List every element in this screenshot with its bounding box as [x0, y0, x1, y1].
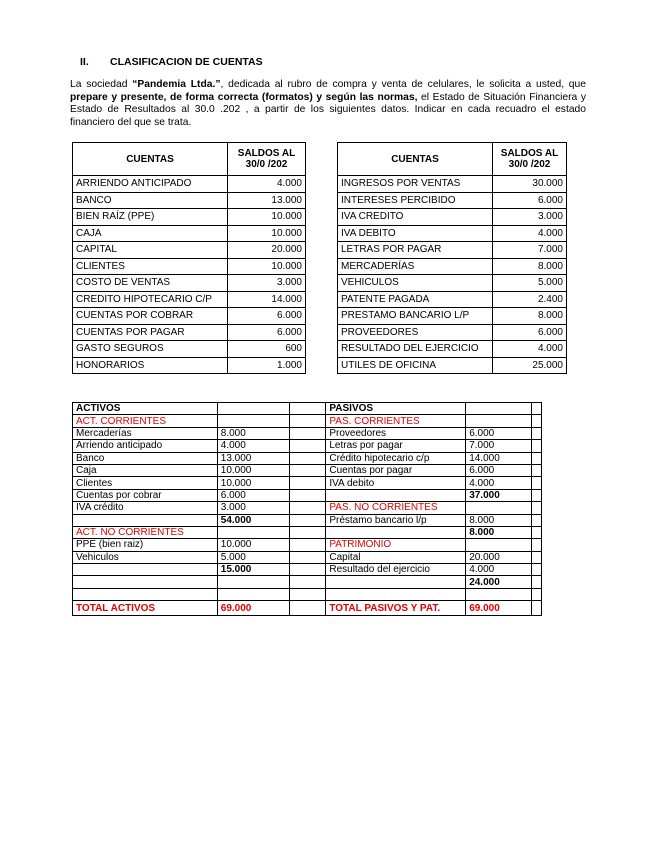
- account-name: BIEN RAÍZ (PPE): [73, 209, 228, 226]
- balance-cell-lb: [289, 464, 326, 476]
- balance-cell-l: ACT. NO CORRIENTES: [73, 526, 218, 538]
- account-name: GASTO SEGUROS: [73, 341, 228, 358]
- account-row: [338, 291, 567, 308]
- balance-cell-rb: [531, 576, 541, 588]
- account-name: MERCADERÍAS: [338, 258, 493, 275]
- account-amount: 1.000: [228, 357, 306, 374]
- balance-cell-lb: [289, 403, 326, 415]
- balance-cell-lb: [289, 440, 326, 452]
- balance-cell-la: 69.000: [217, 601, 289, 616]
- account-row: [73, 225, 306, 242]
- account-name: CUENTAS POR COBRAR: [73, 308, 228, 325]
- balance-cell-lb: [289, 551, 326, 563]
- balance-cell-r: Préstamo bancario l/p: [326, 514, 466, 526]
- balance-cell-r: Crédito hipotecario c/p: [326, 452, 466, 464]
- accounts-table-left: [72, 142, 306, 374]
- balance-cell-ra: [466, 588, 532, 600]
- balance-cell-lb: [289, 427, 326, 439]
- balance-cell-lb: [289, 502, 326, 514]
- balance-cell-la: 3.000: [217, 502, 289, 514]
- balance-row: [73, 502, 542, 514]
- balance-cell-rb: [531, 502, 541, 514]
- intro-paragraph: [70, 79, 586, 129]
- balance-cell-rb: [531, 452, 541, 464]
- balance-cell-r: Letras por pagar: [326, 440, 466, 452]
- balance-cell-r: IVA debito: [326, 477, 466, 489]
- balance-cell-ra: 14.000: [466, 452, 532, 464]
- balance-cell-lb: [289, 489, 326, 501]
- account-name: CUENTAS POR PAGAR: [73, 324, 228, 341]
- account-name: COSTO DE VENTAS: [73, 275, 228, 292]
- balance-cell-rb: [531, 514, 541, 526]
- account-row: [338, 275, 567, 292]
- balance-cell-l: Arriendo anticipado: [73, 440, 218, 452]
- account-amount: 10.000: [228, 258, 306, 275]
- balance-row: [73, 440, 542, 452]
- balance-cell-l: [73, 514, 218, 526]
- balance-row: [73, 489, 542, 501]
- account-amount: 6.000: [493, 192, 567, 209]
- balance-cell-lb: [289, 588, 326, 600]
- accounts-header-row: [338, 143, 567, 176]
- balance-row: [73, 551, 542, 563]
- account-row: [338, 225, 567, 242]
- balance-cell-rb: [531, 526, 541, 538]
- account-amount: 8.000: [493, 308, 567, 325]
- balance-row: [73, 514, 542, 526]
- account-amount: 30.000: [493, 176, 567, 193]
- balance-row: [73, 403, 542, 415]
- balance-cell-la: 6.000: [217, 489, 289, 501]
- account-row: [73, 275, 306, 292]
- account-name: ARRIENDO ANTICIPADO: [73, 176, 228, 193]
- balance-cell-ra: 8.000: [466, 526, 532, 538]
- balance-row: [73, 427, 542, 439]
- balance-cell-rb: [531, 564, 541, 576]
- account-name: INTERESES PERCIBIDO: [338, 192, 493, 209]
- balance-cell-r: PAS. NO CORRIENTES: [326, 502, 466, 514]
- account-name: HONORARIOS: [73, 357, 228, 374]
- balance-cell-l: [73, 576, 218, 588]
- header-balance-line1: SALDOS AL: [237, 148, 296, 159]
- balance-cell-r: [326, 576, 466, 588]
- balance-cell-ra: [466, 502, 532, 514]
- balance-cell-la: 15.000: [217, 564, 289, 576]
- balance-cell-rb: [531, 427, 541, 439]
- balance-cell-r: [326, 588, 466, 600]
- balance-cell-r: PATRIMONIO: [326, 539, 466, 551]
- balance-cell-r: Proveedores: [326, 427, 466, 439]
- balance-cell-lb: [289, 452, 326, 464]
- header-accounts: CUENTAS: [73, 143, 228, 176]
- balance-cell-rb: [531, 489, 541, 501]
- header-balance: [493, 143, 567, 176]
- account-row: [338, 209, 567, 226]
- balance-sheet-table: [72, 402, 542, 616]
- header-balance-line2: 30/0 /202: [245, 159, 288, 170]
- account-amount: 8.000: [493, 258, 567, 275]
- balance-row: [73, 588, 542, 600]
- account-name: VEHICULOS: [338, 275, 493, 292]
- account-amount: 7.000: [493, 242, 567, 259]
- account-name: UTILES DE OFICINA: [338, 357, 493, 374]
- account-name: CAJA: [73, 225, 228, 242]
- balance-cell-la: [217, 526, 289, 538]
- intro-emphasis: prepare y presente, de forma correcta (formatos) y según las normas,: [70, 91, 418, 103]
- balance-cell-lb: [289, 564, 326, 576]
- account-row: [338, 324, 567, 341]
- balance-cell-ra: [466, 539, 532, 551]
- account-amount: 20.000: [228, 242, 306, 259]
- balance-cell-la: [217, 415, 289, 427]
- balance-cell-l: Caja: [73, 464, 218, 476]
- balance-cell-ra: 4.000: [466, 564, 532, 576]
- balance-cell-ra: 8.000: [466, 514, 532, 526]
- balance-row: [73, 452, 542, 464]
- balance-cell-r: PASIVOS: [326, 403, 466, 415]
- account-name: CLIENTES: [73, 258, 228, 275]
- balance-cell-ra: 20.000: [466, 551, 532, 563]
- balance-cell-ra: 6.000: [466, 427, 532, 439]
- account-row: [73, 209, 306, 226]
- account-row: [73, 324, 306, 341]
- balance-cell-la: 8.000: [217, 427, 289, 439]
- account-name: INGRESOS POR VENTAS: [338, 176, 493, 193]
- balance-cell-l: PPE (bien raiz): [73, 539, 218, 551]
- header-accounts: CUENTAS: [338, 143, 493, 176]
- balance-cell-l: [73, 588, 218, 600]
- account-amount: 600: [228, 341, 306, 358]
- balance-cell-rb: [531, 551, 541, 563]
- account-amount: 6.000: [493, 324, 567, 341]
- balance-row: [73, 464, 542, 476]
- balance-cell-rb: [531, 403, 541, 415]
- account-amount: 2.400: [493, 291, 567, 308]
- balance-cell-l: IVA crédito: [73, 502, 218, 514]
- header-balance-line2: 30/0 /202: [508, 159, 551, 170]
- account-row: [73, 308, 306, 325]
- account-name: IVA DEBITO: [338, 225, 493, 242]
- account-amount: 3.000: [228, 275, 306, 292]
- balance-cell-ra: 7.000: [466, 440, 532, 452]
- account-row: [338, 308, 567, 325]
- account-row: [338, 357, 567, 374]
- intro-text-2: , dedicada al rubro de compra y venta de celulares, le solicita a usted, que: [220, 79, 586, 90]
- section-number: II.: [80, 56, 89, 68]
- account-name: LETRAS POR PAGAR: [338, 242, 493, 259]
- balance-cell-rb: [531, 464, 541, 476]
- balance-row: [73, 601, 542, 616]
- balance-cell-rb: [531, 539, 541, 551]
- balance-cell-l: Banco: [73, 452, 218, 464]
- balance-cell-la: 5.000: [217, 551, 289, 563]
- balance-cell-l: [73, 564, 218, 576]
- balance-cell-l: ACT. CORRIENTES: [73, 415, 218, 427]
- balance-cell-ra: 6.000: [466, 464, 532, 476]
- account-row: [73, 341, 306, 358]
- balance-cell-lb: [289, 539, 326, 551]
- account-amount: 10.000: [228, 209, 306, 226]
- balance-row: [73, 526, 542, 538]
- account-row: [73, 291, 306, 308]
- account-amount: 6.000: [228, 308, 306, 325]
- account-name: RESULTADO DEL EJERCICIO: [338, 341, 493, 358]
- balance-cell-la: [217, 576, 289, 588]
- account-amount: 4.000: [493, 341, 567, 358]
- account-name: PRESTAMO BANCARIO L/P: [338, 308, 493, 325]
- balance-cell-rb: [531, 440, 541, 452]
- balance-cell-r: PAS. CORRIENTES: [326, 415, 466, 427]
- balance-cell-r: [326, 526, 466, 538]
- account-row: [338, 341, 567, 358]
- balance-cell-rb: [531, 477, 541, 489]
- account-name: BANCO: [73, 192, 228, 209]
- balance-cell-lb: [289, 526, 326, 538]
- balance-row: [73, 415, 542, 427]
- balance-cell-lb: [289, 477, 326, 489]
- balance-row: [73, 564, 542, 576]
- balance-cell-la: [217, 588, 289, 600]
- balance-cell-la: [217, 403, 289, 415]
- account-amount: 3.000: [493, 209, 567, 226]
- account-row: [73, 258, 306, 275]
- intro-text-1: La sociedad: [70, 79, 133, 90]
- balance-cell-rb: [531, 588, 541, 600]
- balance-cell-ra: 37.000: [466, 489, 532, 501]
- balance-cell-lb: [289, 514, 326, 526]
- account-amount: 4.000: [228, 176, 306, 193]
- balance-row: [73, 576, 542, 588]
- account-row: [73, 357, 306, 374]
- balance-cell-l: ACTIVOS: [73, 403, 218, 415]
- balance-cell-r: TOTAL PASIVOS Y PAT.: [326, 601, 466, 616]
- header-balance: [228, 143, 306, 176]
- balance-cell-ra: 4.000: [466, 477, 532, 489]
- account-row: [73, 192, 306, 209]
- account-amount: 10.000: [228, 225, 306, 242]
- account-amount: 25.000: [493, 357, 567, 374]
- account-amount: 6.000: [228, 324, 306, 341]
- balance-cell-lb: [289, 601, 326, 616]
- balance-cell-rb: [531, 601, 541, 616]
- balance-cell-la: 10.000: [217, 539, 289, 551]
- section-heading: [80, 56, 263, 68]
- account-name: IVA CREDITO: [338, 209, 493, 226]
- account-name: PROVEEDORES: [338, 324, 493, 341]
- account-row: [338, 192, 567, 209]
- account-row: [338, 258, 567, 275]
- balance-cell-r: Cuentas por pagar: [326, 464, 466, 476]
- balance-cell-la: 54.000: [217, 514, 289, 526]
- account-row: [73, 242, 306, 259]
- balance-cell-lb: [289, 415, 326, 427]
- balance-cell-r: [326, 489, 466, 501]
- account-row: [73, 176, 306, 193]
- account-row: [338, 176, 567, 193]
- account-amount: 13.000: [228, 192, 306, 209]
- balance-cell-r: Capital: [326, 551, 466, 563]
- account-row: [338, 242, 567, 259]
- balance-cell-lb: [289, 576, 326, 588]
- balance-cell-ra: [466, 403, 532, 415]
- accounts-table-right: [337, 142, 567, 374]
- balance-cell-l: TOTAL ACTIVOS: [73, 601, 218, 616]
- account-amount: 14.000: [228, 291, 306, 308]
- balance-cell-l: Vehiculos: [73, 551, 218, 563]
- balance-row: [73, 477, 542, 489]
- balance-cell-rb: [531, 415, 541, 427]
- header-balance-line1: SALDOS AL: [500, 148, 559, 159]
- intro-text-3: el Estado de Situación Financiera y Estado de Resultados al 30.0 .202 , a partir de los siguientes datos. Indicar en cada recuadro el estado financiero del que se trata.: [70, 91, 586, 128]
- balance-cell-ra: 69.000: [466, 601, 532, 616]
- balance-cell-ra: 24.000: [466, 576, 532, 588]
- company-name: “Pandemia Ltda.”: [132, 79, 221, 90]
- account-name: PATENTE PAGADA: [338, 291, 493, 308]
- balance-cell-la: 10.000: [217, 464, 289, 476]
- balance-cell-la: 4.000: [217, 440, 289, 452]
- account-amount: 5.000: [493, 275, 567, 292]
- balance-cell-ra: [466, 415, 532, 427]
- balance-cell-l: Cuentas por cobrar: [73, 489, 218, 501]
- balance-cell-l: Mercaderías: [73, 427, 218, 439]
- accounts-header-row: [73, 143, 306, 176]
- balance-cell-l: Clientes: [73, 477, 218, 489]
- balance-cell-r: Resultado del ejercicio: [326, 564, 466, 576]
- balance-cell-la: 13.000: [217, 452, 289, 464]
- balance-cell-la: 10.000: [217, 477, 289, 489]
- section-title: CLASIFICACION DE CUENTAS: [110, 56, 263, 68]
- account-name: CREDITO HIPOTECARIO C/P: [73, 291, 228, 308]
- balance-row: [73, 539, 542, 551]
- account-name: CAPITAL: [73, 242, 228, 259]
- account-amount: 4.000: [493, 225, 567, 242]
